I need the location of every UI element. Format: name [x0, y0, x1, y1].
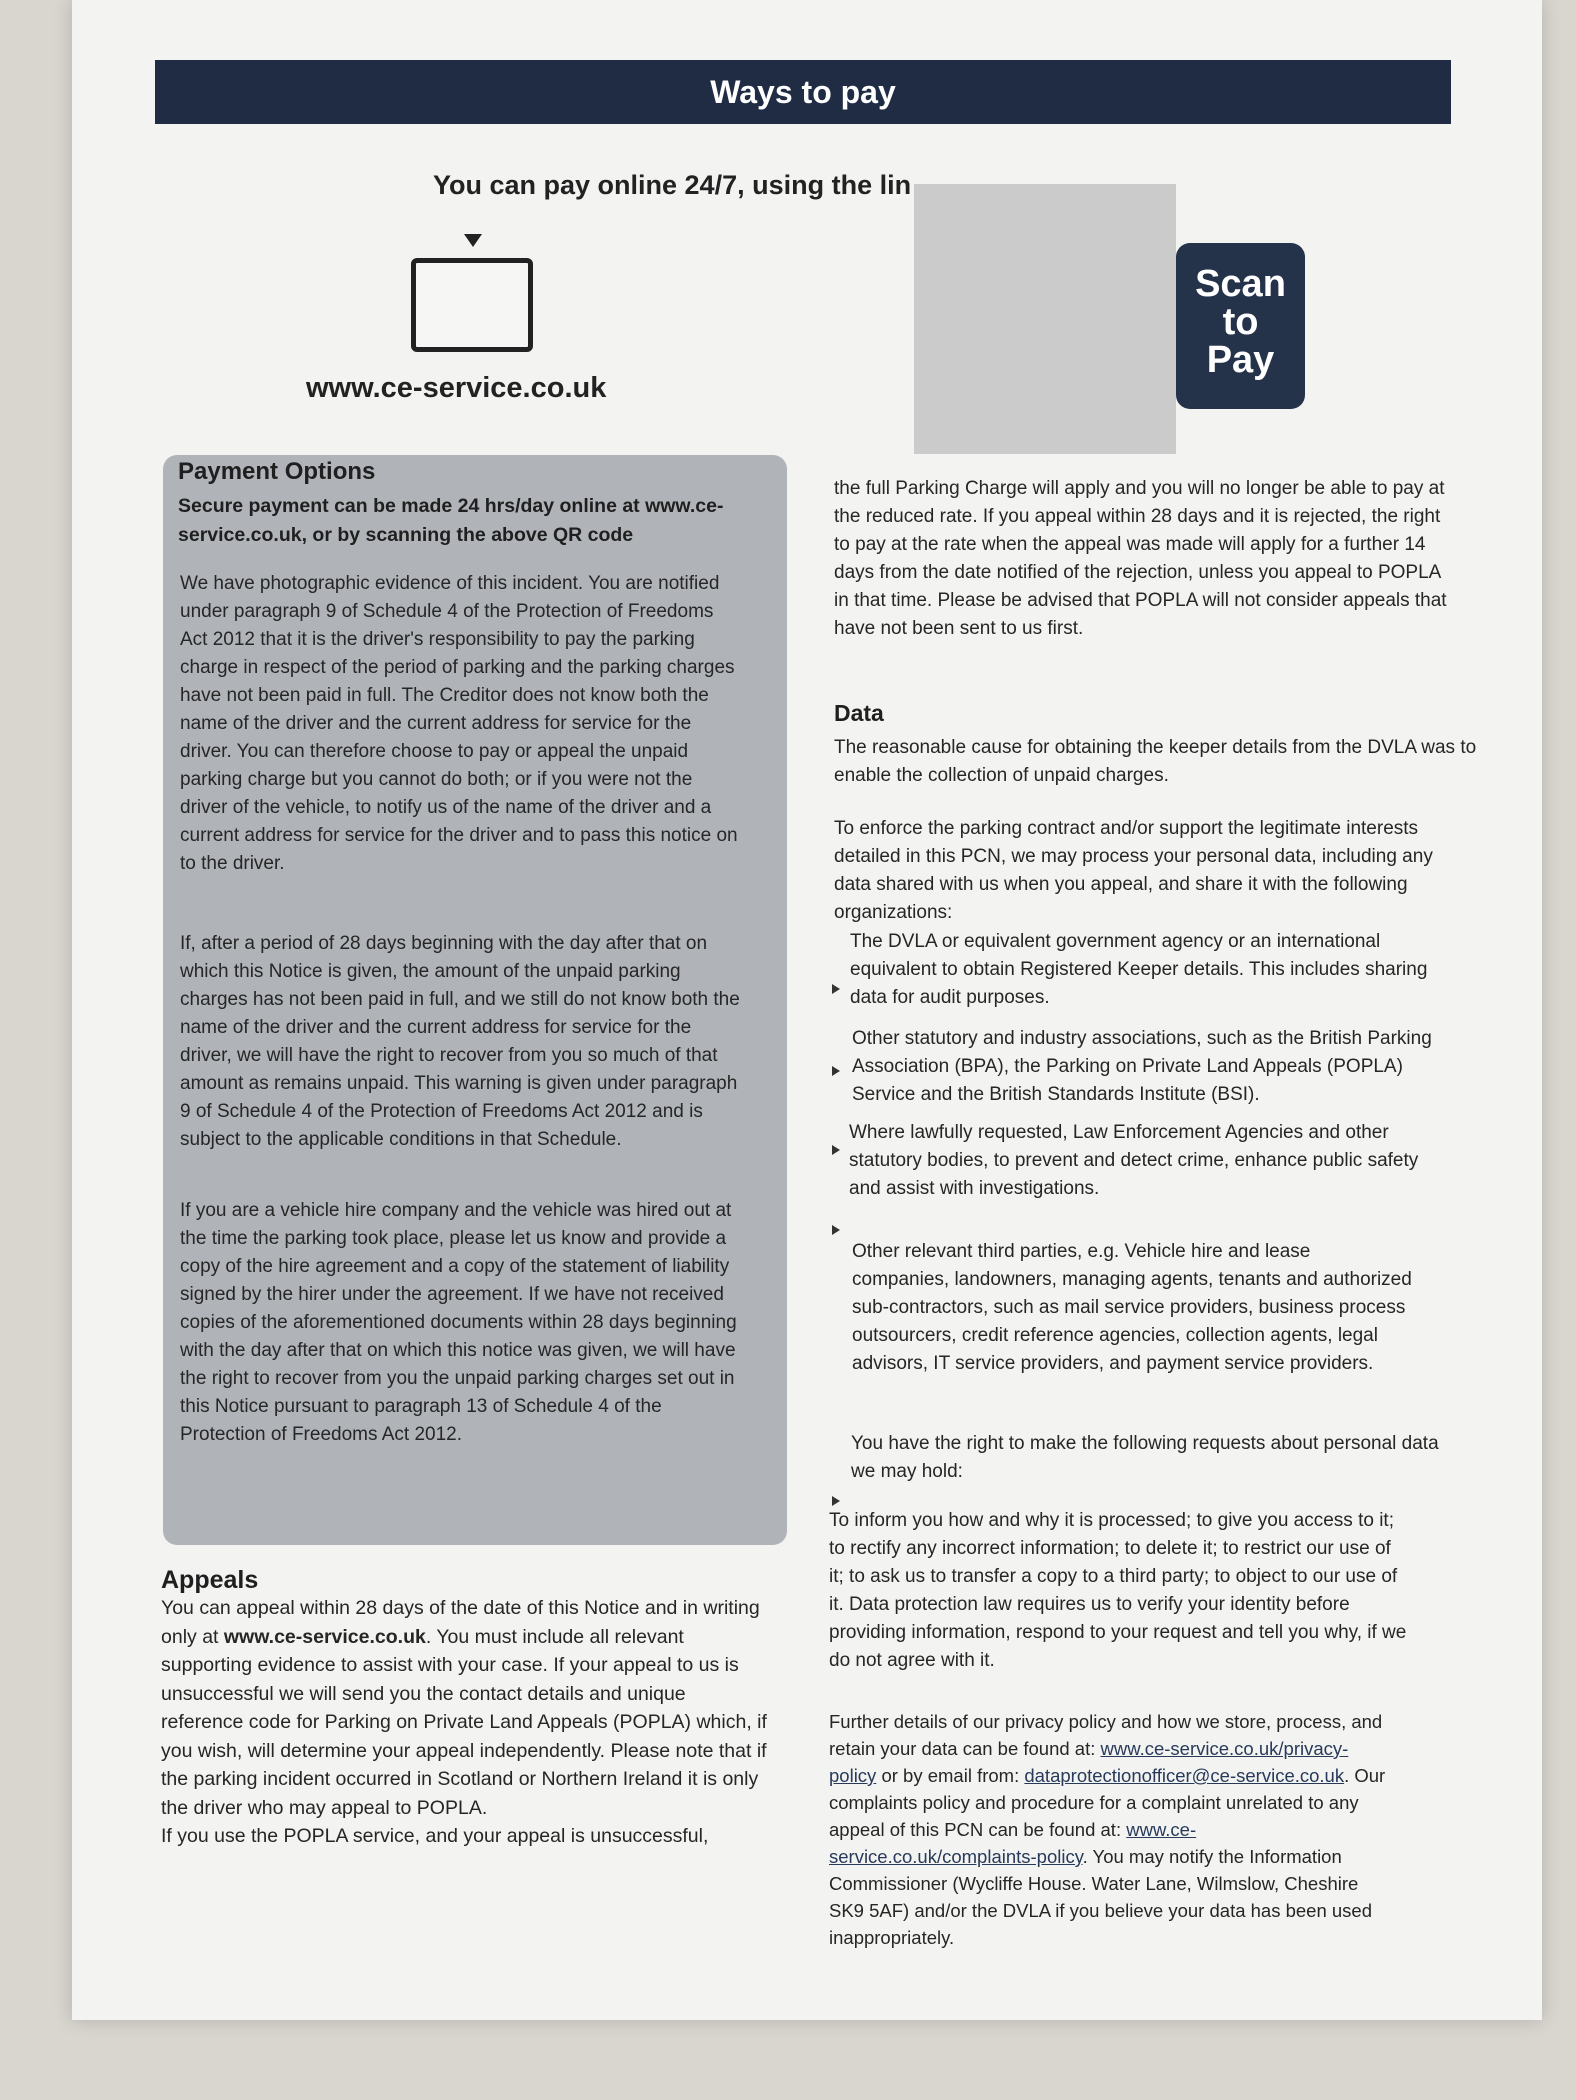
email-link[interactable]: dataprotectionofficer@ce-service.co.uk	[1024, 1765, 1345, 1786]
evidence-paragraph: We have photographic evidence of this incident. You are notified under paragraph 9 of Schedule 4 of the Protection of Freedoms Act 2012 that it is the driver's responsibility to pay the parking charge in respect of the period of parking and the parking charges have not been paid in full. The Creditor does not know both the name of the driver and the current address for service for the driver. You can therefore choose to pay or appeal the unpaid parking charge but you cannot do both; or if you were not the driver of the vehicle, to notify us of the name of the driver and a current address for service for the driver and to pass this notice on to the driver.	[180, 573, 738, 874]
privacy-text-2: or by email from:	[876, 1765, 1025, 1786]
to-label: to	[1222, 301, 1259, 343]
privacy-text-4: . You may notify the Information Commissioner (Wycliffe House. Water Lane, Wilmslow, Cheshire SK9 5AF) and/or the DVLA if you believe your data has been used inappropriately.	[829, 1846, 1373, 1948]
complaints-policy-link[interactable]: www.ce-service.co.uk/complaints-policy	[829, 1819, 1197, 1867]
enforce-paragraph: To enforce the parking contract and/or support the legitimate interests detailed in this PCN, we may process your personal data, including any data shared with us when you appeal, and share it with the following organizations:	[834, 818, 1433, 923]
pay-online-text: You can pay online 24/7, using the lin	[433, 170, 912, 200]
arrow-down-icon	[464, 234, 482, 247]
hire-company-paragraph: If you are a vehicle hire company and the vehicle was hired out at the time the parking took place, please let us know and provide a copy of the hire agreement and a copy of the statement of liability signed by the hirer under the agreement. If we have not received copies of the aforementioned documents within 28 days beginning with the day after that on which this notice was given, we will have the right to recover from you the unpaid parking charges set out in this Notice pursuant to paragraph 13 of Schedule 4 of the Protection of Freedoms Act 2012.	[180, 1200, 737, 1445]
bullet-item-third-parties: Other relevant third parties, e.g. Vehicle hire and lease companies, landowners, managing agents, tenants and authorized sub-contractors, such as mail service providers, business process outsourcers, credit reference agencies, collection agents, legal advisors, IT service providers, and payment service providers.	[852, 1241, 1412, 1374]
appeal-continued-text: the full Parking Charge will apply and you will no longer be able to pay at the reduced rate. If you appeal within 28 days and it is rejected, the right to pay at the rate when the appeal was made will apply for a further 14 days from the date notified of the rejection, unless you appeal to POPLA in that time. Please be advised that POPLA will not consider appeals that have not been sent to us first.	[834, 478, 1447, 639]
website-url[interactable]: www.ce-service.co.uk	[306, 372, 607, 404]
bullet-arrow-icon	[832, 1225, 840, 1235]
appeals-website-link[interactable]: www.ce-service.co.uk	[223, 1625, 426, 1648]
scan-label: Scan	[1195, 263, 1286, 305]
bullet-item-associations: Other statutory and industry associations, such as the British Parking Association (BPA), the Parking on Private Land Appeals (POPLA) Service and the British Standards Institute (BSI).	[852, 1028, 1432, 1105]
bullet-item-dvla: The DVLA or equivalent government agency or an international equivalent to obtain Registered Keeper details. This includes sharing data for audit purposes.	[850, 931, 1428, 1008]
bullet-arrow-icon	[832, 984, 840, 994]
rights-text: To inform you how and why it is processed; to give you access to it; to rectify any incorrect information; to delete it; to restrict our use of it; to ask us to transfer a copy to a third party; to object to our use of it. Data protection law requires us to verify your identity before providing information, respond to your request and tell you why, if we do not agree with it.	[829, 1510, 1407, 1671]
privacy-policy-link[interactable]: www.ce-service.co.uk/privacy-policy	[829, 1738, 1349, 1786]
rights-intro: You have the right to make the following requests about personal data we may hold:	[851, 1433, 1439, 1482]
data-title: Data	[834, 700, 884, 726]
bullet-item-law-enforcement: Where lawfully requested, Law Enforcement Agencies and other statutory bodies, to prevent and detect crime, enhance public safety and assist with investigations.	[849, 1122, 1419, 1199]
appeals-title: Appeals	[161, 1566, 259, 1594]
privacy-text-1: Further details of our privacy policy and how we store, process, and retain your data can be found at:	[829, 1711, 1383, 1759]
appeals-text-rest: . You must include all relevant supporting evidence to assist with your case. If your appeal to us is unsuccessful we will send you the contact details and unique reference code for Parking on Private Land Appeals (POPLA) which, if you wish, will determine your appeal independently. Please note that if the parking incident occurred in Scotland or Northern Ireland it is only the driver who may appeal to POPLA.	[161, 1625, 767, 1819]
scan-to-pay-badge[interactable]	[1176, 243, 1305, 409]
privacy-text-3: . Our complaints policy and procedure for a complaint unrelated to any appeal of this PCN can be found at:	[829, 1765, 1386, 1840]
payment-options-title: Payment Options	[178, 458, 376, 485]
bullet-arrow-icon	[832, 1496, 840, 1506]
payment-options-subtitle: Secure payment can be made 24 hrs/day online at www.ce-service.co.uk, or by scanning the above QR code	[178, 495, 724, 546]
appeals-text-last: If you use the POPLA service, and your appeal is unsuccessful,	[161, 1825, 709, 1847]
privacy-paragraph	[829, 1708, 1395, 1951]
appeals-text-start: You can appeal within 28 days of the date of this Notice and in writing only at	[161, 1597, 760, 1648]
redacted-qr-code	[914, 184, 1176, 454]
tablet-icon	[411, 258, 533, 352]
ways-to-pay-banner: Ways to pay	[155, 60, 1451, 124]
bullet-arrow-icon	[832, 1066, 840, 1076]
warning-paragraph: If, after a period of 28 days beginning with the day after that on which this Notice is given, the amount of the unpaid parking charges has not been paid in full, and we still do not know both the name of the driver and the current address for service for the driver, we will have the right to recover from you so much of that amount as remains unpaid. This warning is given under paragraph 9 of Schedule 4 of the Protection of Freedoms Act 2012 and is subject to the applicable conditions in that Schedule.	[180, 933, 740, 1150]
pay-label: Pay	[1206, 339, 1275, 381]
data-intro: The reasonable cause for obtaining the keeper details from the DVLA was to enable the collection of unpaid charges.	[834, 737, 1477, 786]
appeals-text	[161, 1594, 771, 1851]
bullet-arrow-icon	[832, 1145, 840, 1155]
